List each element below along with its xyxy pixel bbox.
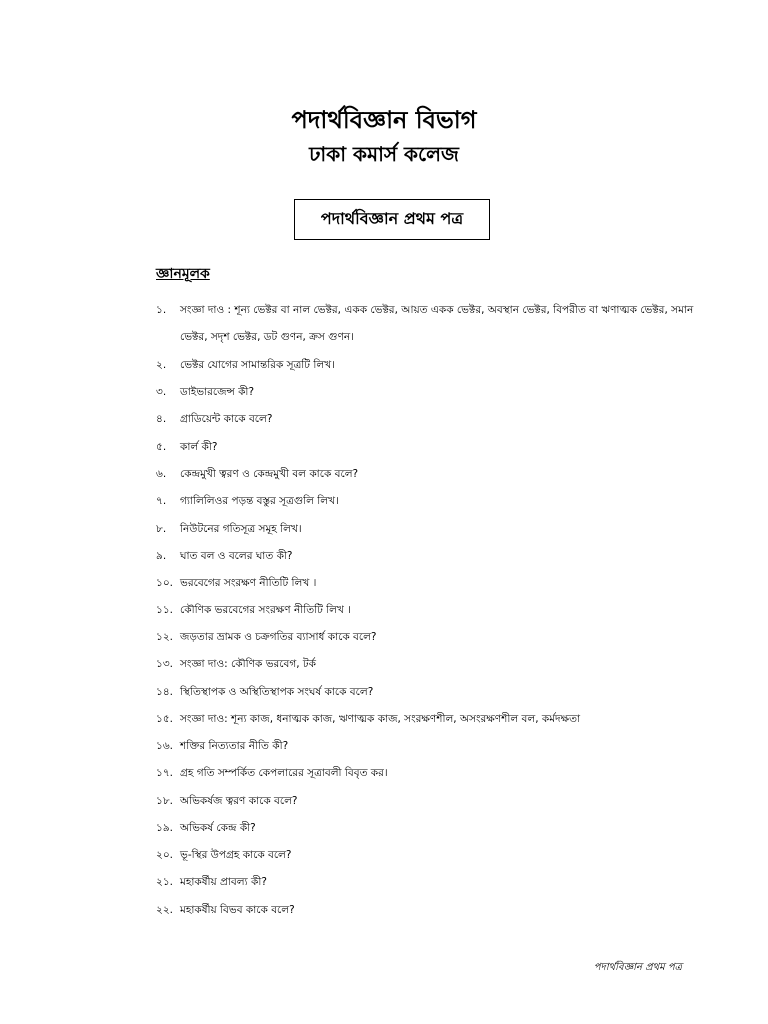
paper-title-box (294, 199, 490, 240)
college-name: ঢাকা কমার্স কলেজ (309, 142, 459, 166)
question-item (156, 352, 696, 379)
question-number: ১৫. (156, 713, 173, 725)
question-item (156, 597, 696, 624)
question-number: ২. (156, 359, 167, 371)
question-text: ভরবেগের সংরক্ষণ নীতিটি লিখ । (180, 577, 317, 589)
question-item (156, 815, 696, 842)
question-text: ভূ-স্থির উপগ্রহ কাকে বলে? (180, 849, 292, 861)
question-number: ২১. (156, 876, 173, 888)
department-title: পদার্থবিজ্ঞান বিভাগ (291, 106, 477, 134)
question-text: সংজ্ঞা দাও : শূন্য ভেক্টর বা নাল ভেক্টর, একক ভেক্টর, আয়ত একক ভেক্টর, অবস্থান ভেক্টর, বিপরীত বা ঋণাত্মক ভেক্টর, সমান ভেক্টর, সদৃশ ভেক্টর, ডট গুণন, ক্রস গুণন। (180, 304, 694, 343)
question-text: ডাইভারজেন্স কী? (180, 386, 255, 398)
question-number: ২২. (156, 904, 173, 916)
section-heading: জ্ঞানমূলক (156, 266, 210, 282)
question-text: ভেক্টর যোগের সামান্তরিক সূত্রটি লিখ। (180, 359, 335, 371)
question-item (156, 434, 696, 461)
page-footer: পদার্থবিজ্ঞান প্রথম পত্র (593, 962, 682, 973)
question-number: ১৬. (156, 740, 173, 752)
question-number: ৮. (156, 523, 167, 535)
question-item (156, 733, 696, 760)
question-item (156, 760, 696, 787)
question-item (156, 379, 696, 406)
question-text: মহাকর্ষীয় প্রাবল্য কী? (180, 876, 267, 888)
question-text: সংজ্ঞা দাও: শূন্য কাজ, ধনাত্মক কাজ, ঋণাত্মক কাজ, সংরক্ষণশীল, অসংরক্ষণশীল বল, কর্মদক্ষতা (180, 713, 580, 725)
question-item (156, 651, 696, 678)
question-item (156, 788, 696, 815)
question-text: গ্রাডিয়েন্ট কাকে বলে? (180, 413, 273, 425)
question-number: ১৩. (156, 658, 173, 670)
question-number: ১২. (156, 631, 173, 643)
question-text: মহাকর্ষীয় বিভব কাকে বলে? (180, 904, 295, 916)
question-number: ১৮. (156, 795, 173, 807)
question-number: ৪. (156, 413, 167, 425)
question-text: নিউটনের গতিসূত্র সমূহ লিখ। (180, 523, 302, 535)
question-item (156, 461, 696, 488)
question-item (156, 570, 696, 597)
question-item (156, 897, 696, 924)
question-item (156, 406, 696, 433)
question-number: ১০. (156, 577, 173, 589)
question-item (156, 624, 696, 651)
question-item (156, 488, 696, 515)
question-text: সংজ্ঞা দাও: কৌণিক ভরবেগ, টর্ক (180, 658, 316, 670)
question-number: ৬. (156, 468, 167, 480)
question-number: ১৭. (156, 767, 173, 779)
question-text: স্থিতিস্থাপক ও অস্থিতিস্থাপক সংঘর্ষ কাকে বলে? (180, 686, 374, 698)
question-text: কেন্দ্রমুখী ত্বরণ ও কেন্দ্রমুখী বল কাকে বলে? (180, 468, 359, 480)
paper-title: পদার্থবিজ্ঞান প্রথম পত্র (320, 209, 464, 228)
question-text: জড়তার ভ্রামক ও চক্রগতির ব্যাসার্ধ কাকে বলে? (180, 631, 377, 643)
question-text: কৌণিক ভরবেগের সংরক্ষণ নীতিটি লিখ । (180, 604, 351, 616)
question-number: ১. (156, 304, 167, 316)
question-text: অভিকর্ষজ ত্বরণ কাকে বলে? (180, 795, 298, 807)
question-number: ৭. (156, 495, 167, 507)
question-item (156, 297, 696, 351)
question-item (156, 516, 696, 543)
question-text: গ্যালিলিওর পড়ন্ত বস্তুর সূত্রগুলি লিখ। (180, 495, 339, 507)
question-text: গ্রহ গতি সম্পর্কিত কেপলারের সূত্রাবলী বিবৃত কর। (180, 767, 388, 779)
question-item (156, 869, 696, 896)
question-text: অভিকর্ষ কেন্দ্র কী? (180, 822, 256, 834)
question-number: ১৪. (156, 686, 173, 698)
question-text: শক্তির নিত্যতার নীতি কী? (180, 740, 289, 752)
question-item (156, 543, 696, 570)
question-text: কার্ল কী? (180, 441, 218, 453)
question-item (156, 679, 696, 706)
question-item (156, 842, 696, 869)
question-number: ৯. (156, 550, 167, 562)
question-number: ১৯. (156, 822, 173, 834)
question-text: ঘাত বল ও বলের ঘাত কী? (180, 550, 293, 562)
question-number: ১১. (156, 604, 173, 616)
question-number: ৩. (156, 386, 167, 398)
question-item (156, 706, 696, 733)
question-number: ৫. (156, 441, 167, 453)
question-number: ২০. (156, 849, 173, 861)
